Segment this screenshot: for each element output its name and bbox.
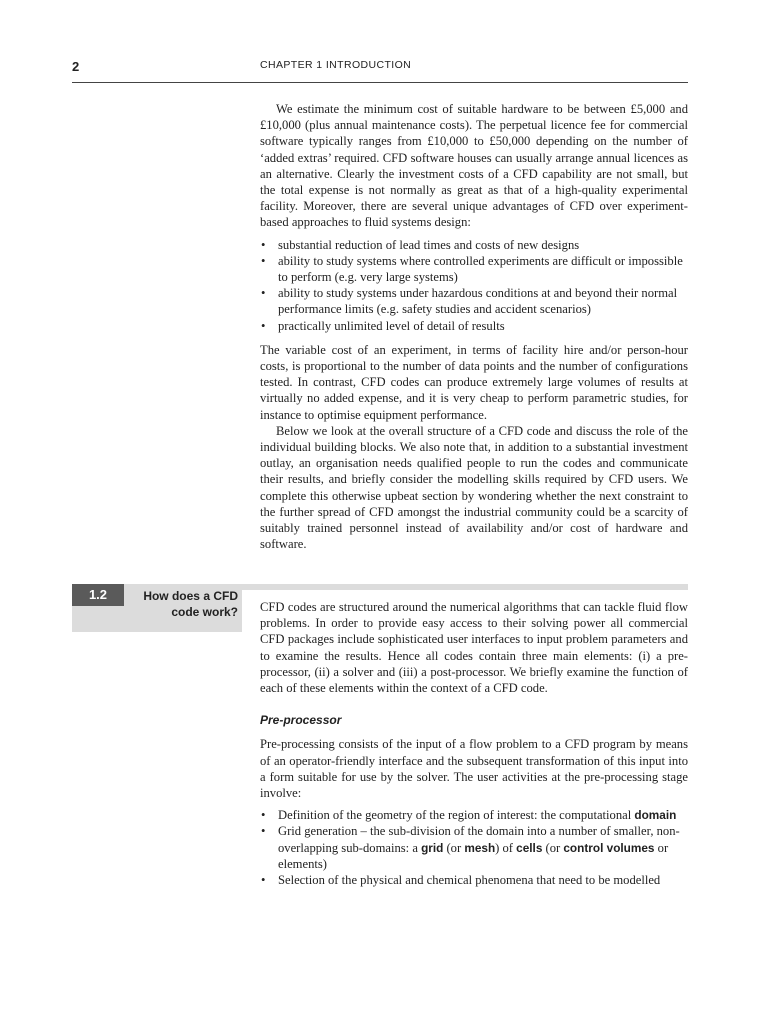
list-item: • ability to study systems under hazardous conditions at and beyond their normal performance limits (e.g. safety studies and accident scenarios)	[260, 285, 688, 317]
term-control-volumes: control volumes	[563, 840, 655, 855]
page-number: 2	[72, 59, 80, 74]
paragraph-cfd-structure: CFD codes are structured around the numerical algorithms that can tackle fluid flow problems. In order to provide easy access to their solving power all commercial CFD packages include sophisticated user interfaces to input problem parameters and to examine the results. Hence all codes contain three main elements: (i) a pre-processor, (ii) a solver and (iii) a post-processor. We briefly examine the function of each of these elements within the context of a CFD code.	[260, 600, 688, 696]
list-item-text: Definition of the geometry of the region of interest: the computational	[278, 808, 635, 823]
advantages-list	[260, 237, 688, 334]
term-mesh: mesh	[464, 840, 496, 855]
list-item-text: (or	[443, 840, 465, 855]
list-item: • practically unlimited level of detail of results	[260, 318, 688, 334]
list-item	[260, 807, 688, 823]
list-item: • Selection of the physical and chemical phenomena that need to be modelled	[260, 872, 688, 888]
page-header	[72, 56, 688, 83]
paragraph-variable-cost: The variable cost of an experiment, in terms of facility hire and/or person-hour costs, is proportional to the number of data points and the number of configurations tested. In contrast, CFD codes can produce extremely large volumes of results at virtually no added expense, and it is very cheap to perform parametric studies, for instance to optimise equipment performance.	[260, 342, 688, 422]
section-text-block	[260, 599, 688, 896]
paragraph-pre-processing: Pre-processing consists of the input of a flow problem to a CFD program by means of an operator-friendly interface and the subsequent transformation of this input into a form suitable for use by the solver. The user activities at the pre-processing stage involve:	[260, 737, 688, 801]
list-item	[260, 823, 688, 872]
subsection-heading: Pre-processor	[260, 713, 342, 728]
list-item-text: (or	[542, 840, 564, 855]
list-item-text: Grid generation – the sub-division of the domain into a number of smaller, non-overlapping sub-domains: a	[278, 824, 680, 855]
paragraph-overview: Below we look at the overall structure of a CFD code and discuss the role of the individual building blocks. We also note that, in addition to a substantial investment outlay, an organisation needs qualified people to run the codes and communicate their results, and briefly consider the modelling skills required by CFD users. We complete this otherwise upbeat section by wondering whether the next constraint to the further spread of CFD amongst the industrial community could be a scarcity of suitably trained personnel instead of availability and/or cost of hardware and software.	[260, 423, 688, 552]
running-head: CHAPTER 1 INTRODUCTION	[260, 59, 412, 71]
list-item-text: or elements)	[278, 840, 669, 871]
section-title: How does a CFD code work?	[143, 589, 238, 619]
paragraph-hardware-cost: We estimate the minimum cost of suitable hardware to be between £5,000 and £10,000 (plus annual maintenance costs). The perpetual licence fee for commercial software typically ranges from £10,000 to £50,000 depending on the number of ‘added extras’ required. CFD software houses can usually arrange annual licences as an alternative. Clearly the investment costs of a CFD capability are not small, but the total expense is not normally as great as that of a high-quality experimental facility. Moreover, there are several unique advantages of CFD over experiment-based approaches to fluid systems design:	[260, 102, 688, 230]
term-domain: domain	[634, 808, 677, 823]
top-text-block	[260, 101, 688, 552]
list-item-text: ) of	[495, 840, 517, 855]
term-grid: grid	[421, 840, 444, 855]
section-number: 1.2	[72, 584, 124, 606]
term-cells: cells	[516, 840, 543, 855]
pre-processing-list	[260, 807, 688, 888]
list-item: • substantial reduction of lead times and costs of new designs	[260, 237, 688, 253]
list-item: • ability to study systems where controlled experiments are difficult or impossible to perform (e.g. very large systems)	[260, 253, 688, 285]
